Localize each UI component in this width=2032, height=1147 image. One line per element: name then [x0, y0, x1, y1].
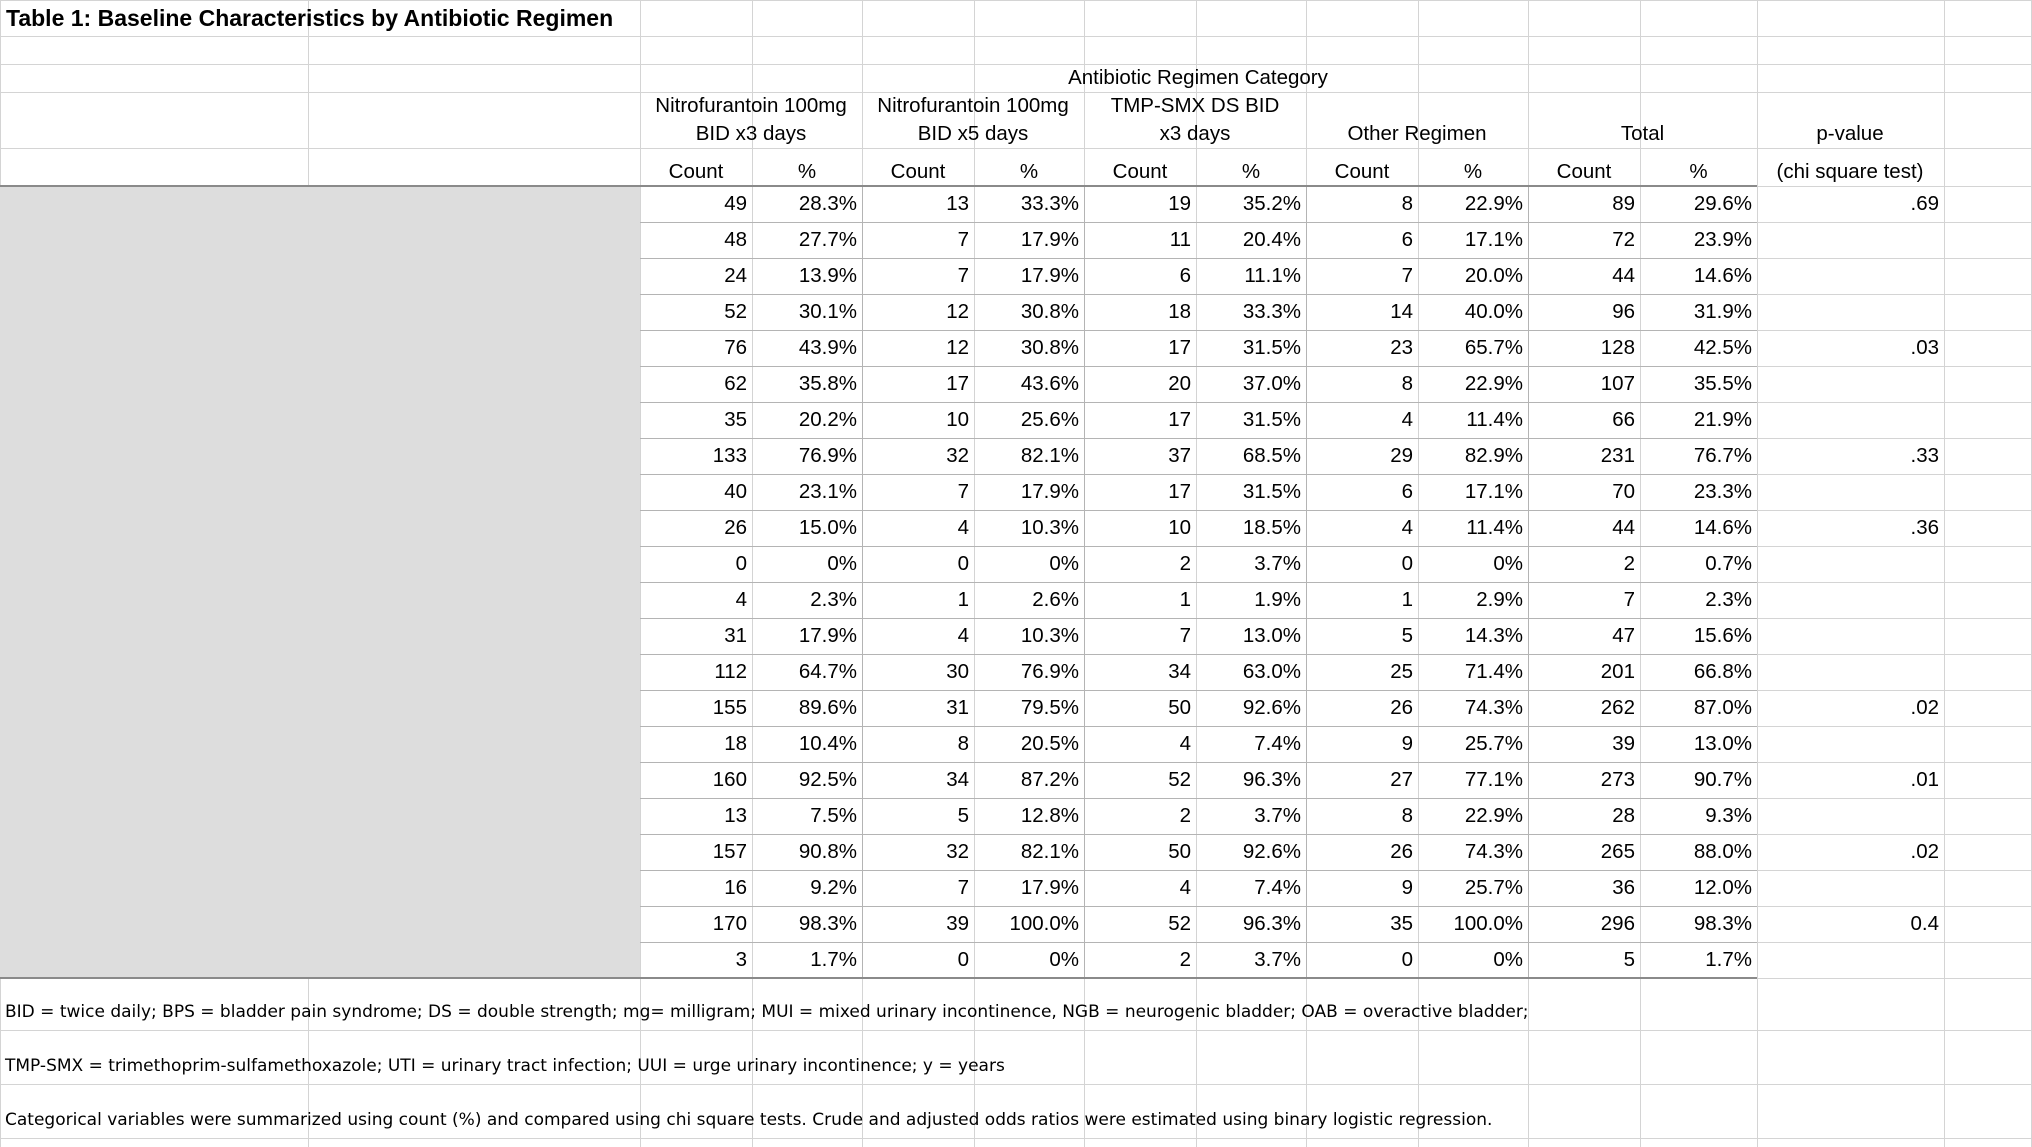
percent-cell[interactable]: 74.3% [1464, 696, 1523, 719]
percent-cell[interactable]: 2.3% [810, 588, 857, 611]
count-cell[interactable]: 14 [1390, 300, 1413, 323]
percent-cell[interactable]: 20.4% [1242, 228, 1301, 251]
count-cell[interactable]: 5 [957, 804, 969, 827]
count-cell[interactable]: 273 [1600, 768, 1635, 791]
percent-cell[interactable]: 11.1% [1244, 264, 1301, 287]
percent-cell[interactable]: 79.5% [1020, 696, 1079, 719]
regimen-header-line2[interactable]: BID x5 days [917, 122, 1029, 145]
pvalue-cell[interactable] [1757, 258, 1939, 294]
pvalue-cell[interactable] [1757, 726, 1939, 762]
percent-cell[interactable]: 22.9% [1464, 804, 1523, 827]
count-cell[interactable]: 6 [1179, 264, 1191, 287]
count-cell[interactable]: 36 [1612, 876, 1635, 899]
percent-cell[interactable]: 2.3% [1705, 588, 1752, 611]
pvalue-cell[interactable] [1757, 402, 1939, 438]
percent-cell[interactable]: 25.7% [1464, 876, 1523, 899]
percent-cell[interactable]: 29.6% [1693, 192, 1752, 215]
grid-row-line [0, 1138, 2032, 1139]
percent-cell[interactable]: 82.1% [1020, 840, 1079, 863]
percent-cell[interactable]: 7.4% [1254, 876, 1301, 899]
percent-cell[interactable]: 28.3% [798, 192, 857, 215]
count-cell[interactable]: 72 [1612, 228, 1635, 251]
percent-cell[interactable]: 20.2% [798, 408, 857, 431]
pvalue-cell[interactable]: .02 [1910, 840, 1939, 863]
percent-cell[interactable]: 10.3% [1020, 516, 1079, 539]
percent-cell[interactable]: 35.2% [1242, 192, 1301, 215]
percent-cell[interactable]: 90.8% [798, 840, 857, 863]
count-cell[interactable]: 11 [1169, 228, 1191, 251]
count-cell[interactable]: 35 [724, 408, 747, 431]
count-cell[interactable]: 8 [1401, 192, 1413, 215]
percent-cell[interactable]: 90.7% [1693, 768, 1752, 791]
count-cell[interactable]: 44 [1612, 516, 1635, 539]
count-cell[interactable]: 34 [946, 768, 969, 791]
percent-cell[interactable]: 77.1% [1464, 768, 1523, 791]
count-cell[interactable]: 265 [1600, 840, 1635, 863]
count-cell[interactable]: 6 [1401, 228, 1413, 251]
grid-column-line [1944, 0, 1945, 1147]
percent-cell[interactable]: 0.7% [1705, 552, 1752, 575]
percent-cell[interactable]: 76.9% [798, 444, 857, 467]
pvalue-header-line1[interactable]: p-value [1816, 122, 1884, 145]
count-cell[interactable]: 18 [1168, 300, 1191, 323]
percent-cell[interactable]: 12.8% [1020, 804, 1079, 827]
count-cell[interactable]: 47 [1612, 624, 1635, 647]
count-cell[interactable]: 31 [946, 696, 969, 719]
percent-cell[interactable]: 13.9% [798, 264, 857, 287]
count-cell[interactable]: 201 [1600, 660, 1635, 683]
count-cell[interactable]: 0 [1401, 948, 1413, 971]
percent-cell[interactable]: 33.3% [1020, 192, 1079, 215]
percent-cell[interactable]: 13.0% [1693, 732, 1752, 755]
percent-header[interactable]: % [1019, 160, 1039, 183]
table-title[interactable]: Table 1: Baseline Characteristics by Antibiotic Regimen [6, 5, 614, 31]
percent-cell[interactable]: 13.0% [1242, 624, 1301, 647]
count-cell[interactable]: 28 [1612, 804, 1635, 827]
count-cell[interactable]: 7 [957, 228, 969, 251]
percent-cell[interactable]: 98.3% [1693, 912, 1752, 935]
percent-cell[interactable]: 76.7% [1693, 444, 1752, 467]
percent-cell[interactable]: 3.7% [1254, 552, 1301, 575]
percent-cell[interactable]: 11.4% [1466, 516, 1523, 539]
percent-cell[interactable]: 82.9% [1464, 444, 1523, 467]
percent-cell[interactable]: 31.5% [1242, 336, 1301, 359]
count-cell[interactable]: 4 [1179, 732, 1191, 755]
percent-cell[interactable]: 17.9% [798, 624, 857, 647]
count-cell[interactable]: 0 [1401, 552, 1413, 575]
pvalue-cell[interactable] [1757, 366, 1939, 402]
percent-cell[interactable]: 17.1% [1464, 228, 1523, 251]
percent-cell[interactable]: 23.1% [798, 480, 857, 503]
percent-cell[interactable]: 10.4% [798, 732, 857, 755]
percent-cell[interactable]: 68.5% [1242, 444, 1301, 467]
count-cell[interactable]: 9 [1401, 732, 1413, 755]
percent-header[interactable]: % [1241, 160, 1261, 183]
percent-cell[interactable]: 65.7% [1464, 336, 1523, 359]
count-cell[interactable]: 26 [1390, 696, 1413, 719]
count-cell[interactable]: 30 [946, 660, 969, 683]
count-cell[interactable]: 2 [1179, 552, 1191, 575]
count-cell[interactable]: 24 [724, 264, 747, 287]
count-cell[interactable]: 9 [1401, 876, 1413, 899]
count-cell[interactable]: 50 [1168, 840, 1191, 863]
percent-cell[interactable]: 27.7% [798, 228, 857, 251]
pvalue-cell[interactable] [1757, 222, 1939, 258]
count-cell[interactable]: 29 [1390, 444, 1413, 467]
count-cell[interactable]: 5 [1401, 624, 1413, 647]
percent-cell[interactable]: 20.0% [1464, 264, 1523, 287]
count-cell[interactable]: 133 [712, 444, 747, 467]
pvalue-cell[interactable]: .36 [1910, 516, 1939, 539]
count-cell[interactable]: 231 [1600, 444, 1635, 467]
pvalue-cell[interactable]: .01 [1910, 768, 1939, 791]
percent-cell[interactable]: 15.0% [798, 516, 857, 539]
percent-cell[interactable]: 87.0% [1693, 696, 1752, 719]
count-cell[interactable]: 262 [1600, 696, 1635, 719]
count-cell[interactable]: 44 [1612, 264, 1635, 287]
count-cell[interactable]: 40 [724, 480, 747, 503]
count-cell[interactable]: 89 [1612, 192, 1635, 215]
percent-header[interactable]: % [1689, 160, 1708, 183]
count-cell[interactable]: 2 [1179, 804, 1191, 827]
percent-cell[interactable]: 14.6% [1693, 516, 1752, 539]
count-cell[interactable]: 7 [1623, 588, 1635, 611]
pvalue-cell[interactable]: 0.4 [1910, 912, 1939, 935]
count-cell[interactable]: 8 [1401, 372, 1413, 395]
count-cell[interactable]: 157 [712, 840, 747, 863]
count-cell[interactable]: 20 [1168, 372, 1191, 395]
count-cell[interactable]: 8 [1401, 804, 1413, 827]
count-header[interactable]: Count [1556, 160, 1612, 183]
pvalue-cell[interactable] [1757, 798, 1939, 834]
count-cell[interactable]: 2 [1179, 948, 1191, 971]
percent-cell[interactable]: 42.5% [1693, 336, 1752, 359]
percent-cell[interactable]: 31.9% [1693, 300, 1752, 323]
regimen-header-line1[interactable]: Total [1620, 122, 1665, 145]
footnote[interactable]: Categorical variables were summarized using count (%) and compared using chi square tests. Crude and adjusted odds ratios were estimated using binary logistic regression. [5, 1110, 1493, 1130]
percent-cell[interactable]: 3.7% [1254, 948, 1301, 971]
count-header[interactable]: Count [668, 160, 724, 183]
pvalue-cell[interactable] [1757, 474, 1939, 510]
count-cell[interactable]: 12 [946, 336, 969, 359]
percent-cell[interactable]: 43.9% [798, 336, 857, 359]
count-cell[interactable]: 7 [1401, 264, 1413, 287]
count-cell[interactable]: 66 [1612, 408, 1635, 431]
percent-cell[interactable]: 0% [827, 552, 857, 575]
percent-cell[interactable]: 17.9% [1020, 480, 1079, 503]
pvalue-cell[interactable]: .02 [1910, 696, 1939, 719]
percent-cell[interactable]: 89.6% [798, 696, 857, 719]
percent-cell[interactable]: 9.3% [1705, 804, 1752, 827]
percent-cell[interactable]: 100.0% [1453, 912, 1523, 935]
row-label-shading [0, 186, 640, 978]
count-cell[interactable]: 52 [724, 300, 747, 323]
footnote[interactable]: BID = twice daily; BPS = bladder pain syndrome; DS = double strength; mg= milligram; MUI = mixed urinary incontinence, NGB = neurogenic bladder; OAB = overactive bladder; [5, 1002, 1529, 1022]
count-cell[interactable]: 49 [724, 192, 747, 215]
percent-cell[interactable]: 7.4% [1254, 732, 1301, 755]
count-cell[interactable]: 7 [957, 480, 969, 503]
count-cell[interactable]: 37 [1168, 444, 1191, 467]
percent-cell[interactable]: 17.9% [1020, 264, 1079, 287]
count-cell[interactable]: 155 [712, 696, 747, 719]
count-cell[interactable]: 27 [1390, 768, 1413, 791]
count-cell[interactable]: 25 [1390, 660, 1413, 683]
count-cell[interactable]: 34 [1168, 660, 1191, 683]
percent-cell[interactable]: 82.1% [1020, 444, 1079, 467]
percent-cell[interactable]: 40.0% [1464, 300, 1523, 323]
count-cell[interactable]: 2 [1623, 552, 1635, 575]
count-cell[interactable]: 4 [1179, 876, 1191, 899]
count-cell[interactable]: 39 [1612, 732, 1635, 755]
count-cell[interactable]: 4 [957, 516, 969, 539]
pvalue-cell[interactable]: .33 [1910, 444, 1939, 467]
regimen-header-line1[interactable]: Nitrofurantoin 100mg [877, 94, 1069, 117]
percent-cell[interactable]: 76.9% [1020, 660, 1079, 683]
grid-row-line [0, 1084, 2032, 1085]
count-cell[interactable]: 4 [1401, 408, 1413, 431]
count-cell[interactable]: 4 [1401, 516, 1413, 539]
percent-cell[interactable]: 100.0% [1009, 912, 1079, 935]
count-cell[interactable]: 52 [1168, 768, 1191, 791]
table-bottom-rule [0, 977, 1757, 979]
percent-header[interactable]: % [797, 160, 817, 183]
count-cell[interactable]: 96 [1612, 300, 1635, 323]
header-rule [0, 185, 1757, 187]
percent-cell[interactable]: 15.6% [1693, 624, 1752, 647]
percent-cell[interactable]: 88.0% [1693, 840, 1752, 863]
count-cell[interactable]: 16 [724, 876, 747, 899]
percent-cell[interactable]: 66.8% [1693, 660, 1752, 683]
count-cell[interactable]: 170 [712, 912, 747, 935]
count-cell[interactable]: 50 [1168, 696, 1191, 719]
percent-cell[interactable]: 64.7% [798, 660, 857, 683]
count-cell[interactable]: 3 [735, 948, 747, 971]
percent-cell[interactable]: 35.8% [798, 372, 857, 395]
count-cell[interactable]: 18 [724, 732, 747, 755]
percent-cell[interactable]: 17.9% [1020, 228, 1079, 251]
count-header[interactable]: Count [1334, 160, 1390, 183]
count-cell[interactable]: 31 [724, 624, 747, 647]
count-cell[interactable]: 76 [724, 336, 747, 359]
count-cell[interactable]: 1 [957, 588, 969, 611]
count-cell[interactable]: 17 [1168, 336, 1191, 359]
regimen-header-line1[interactable]: Other Regimen [1347, 122, 1487, 145]
pvalue-cell[interactable] [1757, 618, 1939, 654]
percent-header[interactable]: % [1463, 160, 1483, 183]
percent-cell[interactable]: 10.3% [1020, 624, 1079, 647]
column-separator [1084, 186, 1085, 978]
count-cell[interactable]: 48 [724, 228, 747, 251]
percent-cell[interactable]: 17.1% [1464, 480, 1523, 503]
percent-cell[interactable]: 17.9% [1020, 876, 1079, 899]
count-cell[interactable]: 52 [1168, 912, 1191, 935]
percent-cell[interactable]: 3.7% [1254, 804, 1301, 827]
percent-cell[interactable]: 0% [1049, 552, 1079, 575]
percent-cell[interactable]: 2.6% [1032, 588, 1079, 611]
percent-cell[interactable]: 98.3% [798, 912, 857, 935]
column-separator [1528, 186, 1529, 978]
count-cell[interactable]: 13 [946, 192, 969, 215]
percent-cell[interactable]: 22.9% [1464, 192, 1523, 215]
count-cell[interactable]: 1 [1401, 588, 1413, 611]
footnote[interactable]: TMP-SMX = trimethoprim-sulfamethoxazole; UTI = urinary tract infection; UUI = urge urinary incontinence; y = years [5, 1056, 1005, 1076]
count-cell[interactable]: 23 [1390, 336, 1413, 359]
percent-cell[interactable]: 9.2% [810, 876, 857, 899]
count-cell[interactable]: 39 [946, 912, 969, 935]
percent-cell[interactable]: 1.7% [810, 948, 857, 971]
percent-cell[interactable]: 25.7% [1464, 732, 1523, 755]
percent-cell[interactable]: 31.5% [1242, 480, 1301, 503]
count-cell[interactable]: 17 [1168, 408, 1191, 431]
grid-row-line [0, 148, 2032, 149]
count-cell[interactable]: 32 [946, 840, 969, 863]
column-separator [1306, 186, 1307, 978]
percent-cell[interactable]: 43.6% [1020, 372, 1079, 395]
count-cell[interactable]: 17 [1168, 480, 1191, 503]
percent-cell[interactable]: 30.8% [1020, 336, 1079, 359]
count-cell[interactable]: 26 [1390, 840, 1413, 863]
percent-cell[interactable]: 14.6% [1693, 264, 1752, 287]
grid-row-line [0, 1030, 2032, 1031]
count-cell[interactable]: 1 [1179, 588, 1191, 611]
percent-cell[interactable]: 31.5% [1242, 408, 1301, 431]
percent-cell[interactable]: 92.6% [1242, 696, 1301, 719]
count-cell[interactable]: 10 [946, 408, 969, 431]
count-cell[interactable]: 19 [1168, 192, 1191, 215]
count-cell[interactable]: 128 [1600, 336, 1635, 359]
count-cell[interactable]: 13 [724, 804, 747, 827]
percent-cell[interactable]: 25.6% [1020, 408, 1079, 431]
percent-cell[interactable]: 63.0% [1242, 660, 1301, 683]
percent-cell[interactable]: 0% [1493, 948, 1523, 971]
percent-cell[interactable]: 92.6% [1242, 840, 1301, 863]
regimen-header-line1[interactable]: TMP-SMX DS BID [1110, 94, 1280, 117]
percent-cell[interactable]: 74.3% [1464, 840, 1523, 863]
count-cell[interactable]: 7 [957, 876, 969, 899]
count-cell[interactable]: 7 [1179, 624, 1191, 647]
percent-cell[interactable]: 7.5% [810, 804, 857, 827]
pvalue-cell[interactable] [1757, 942, 1939, 978]
percent-cell[interactable]: 23.3% [1693, 480, 1752, 503]
count-cell[interactable]: 160 [712, 768, 747, 791]
percent-cell[interactable]: 30.1% [798, 300, 857, 323]
pvalue-cell[interactable] [1757, 546, 1939, 582]
count-cell[interactable]: 6 [1401, 480, 1413, 503]
grid-row-line [0, 0, 2032, 1]
regimen-header-line2[interactable]: BID x3 days [695, 122, 807, 145]
pvalue-cell[interactable] [1757, 654, 1939, 690]
percent-cell[interactable]: 22.9% [1464, 372, 1523, 395]
pvalue-cell[interactable]: .03 [1910, 336, 1939, 359]
percent-cell[interactable]: 20.5% [1020, 732, 1079, 755]
regimen-header-line1[interactable]: Nitrofurantoin 100mg [655, 94, 847, 117]
percent-cell[interactable]: 87.2% [1020, 768, 1079, 791]
count-header[interactable]: Count [890, 160, 946, 183]
count-cell[interactable]: 32 [946, 444, 969, 467]
count-cell[interactable]: 70 [1612, 480, 1635, 503]
count-cell[interactable]: 12 [946, 300, 969, 323]
percent-cell[interactable]: 11.4% [1466, 408, 1523, 431]
count-cell[interactable]: 112 [714, 660, 747, 683]
count-cell[interactable]: 0 [957, 552, 969, 575]
column-separator [862, 186, 863, 978]
percent-cell[interactable]: 35.5% [1693, 372, 1752, 395]
count-cell[interactable]: 107 [1600, 372, 1635, 395]
count-cell[interactable]: 4 [957, 624, 969, 647]
count-cell[interactable]: 296 [1600, 912, 1635, 935]
percent-cell[interactable]: 0% [1493, 552, 1523, 575]
count-cell[interactable]: 5 [1623, 948, 1635, 971]
percent-cell[interactable]: 33.3% [1242, 300, 1301, 323]
count-header[interactable]: Count [1112, 160, 1168, 183]
percent-cell[interactable]: 37.0% [1242, 372, 1301, 395]
percent-cell[interactable]: 2.9% [1476, 588, 1523, 611]
percent-cell[interactable]: 30.8% [1020, 300, 1079, 323]
percent-cell[interactable]: 71.4% [1464, 660, 1523, 683]
count-cell[interactable]: 0 [957, 948, 969, 971]
percent-cell[interactable]: 92.5% [798, 768, 857, 791]
count-cell[interactable]: 7 [957, 264, 969, 287]
percent-cell[interactable]: 18.5% [1242, 516, 1301, 539]
count-cell[interactable]: 35 [1390, 912, 1413, 935]
regimen-group-header[interactable]: Antibiotic Regimen Category [1068, 66, 1328, 89]
percent-cell[interactable]: 1.7% [1705, 948, 1752, 971]
percent-cell[interactable]: 21.9% [1693, 408, 1752, 431]
regimen-header-line2[interactable]: x3 days [1159, 122, 1231, 145]
pvalue-cell[interactable] [1757, 294, 1939, 330]
pvalue-header-line2[interactable]: (chi square test) [1776, 160, 1924, 183]
count-cell[interactable]: 10 [1168, 516, 1191, 539]
grid-row-line [0, 36, 2032, 37]
percent-cell[interactable]: 96.3% [1242, 768, 1301, 791]
percent-cell[interactable]: 1.9% [1254, 588, 1301, 611]
count-cell[interactable]: 62 [724, 372, 747, 395]
count-cell[interactable]: 26 [724, 516, 747, 539]
percent-cell[interactable]: 23.9% [1693, 228, 1752, 251]
percent-cell[interactable]: 14.3% [1464, 624, 1523, 647]
pvalue-cell[interactable] [1757, 582, 1939, 618]
percent-cell[interactable]: 96.3% [1242, 912, 1301, 935]
count-cell[interactable]: 17 [946, 372, 969, 395]
count-cell[interactable]: 0 [735, 552, 747, 575]
count-cell[interactable]: 4 [735, 588, 747, 611]
count-cell[interactable]: 8 [957, 732, 969, 755]
percent-cell[interactable]: 12.0% [1693, 876, 1752, 899]
pvalue-cell[interactable]: .69 [1910, 192, 1939, 215]
percent-cell[interactable]: 0% [1049, 948, 1079, 971]
pvalue-cell[interactable] [1757, 870, 1939, 906]
